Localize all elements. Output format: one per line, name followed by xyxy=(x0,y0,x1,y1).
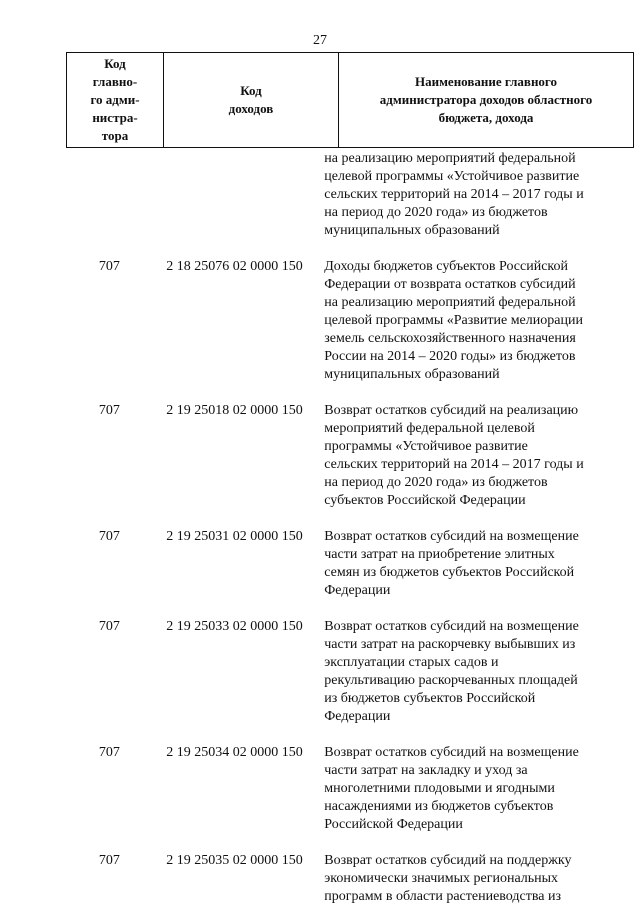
name-line: программы «Устойчивое развитие xyxy=(324,439,528,454)
row-gap xyxy=(66,240,606,258)
name-line: России на 2014 – 2020 годы» из бюджетов xyxy=(324,349,576,364)
income-code: 2 19 25018 02 0000 150 xyxy=(166,403,303,418)
table-header xyxy=(66,52,634,148)
name-line: Возврат остатков субсидий на поддержку xyxy=(324,853,572,868)
name-line: Возврат остатков субсидий на возмещение xyxy=(324,745,579,760)
header-line: Код xyxy=(240,83,262,98)
admin-code: 707 xyxy=(98,853,120,868)
admin-code: 707 xyxy=(98,529,120,544)
name-line: мероприятий федеральной целевой xyxy=(324,421,535,436)
name-line: муниципальных образований xyxy=(324,223,500,238)
header-line: главно- xyxy=(92,74,138,89)
row-gap xyxy=(66,726,606,744)
name-line: Возврат остатков субсидий на возмещение xyxy=(324,619,579,634)
admin-code: 707 xyxy=(98,403,120,418)
name-line: на период до 2020 года» из бюджетов xyxy=(324,475,548,490)
income-name xyxy=(316,852,606,906)
header-line: Код xyxy=(104,56,126,71)
table-body xyxy=(66,150,606,906)
name-line: субъектов Российской Федерации xyxy=(324,493,526,508)
admin-code: 707 xyxy=(98,259,120,274)
name-line: эксплуатации старых садов и xyxy=(324,655,499,670)
name-line: Доходы бюджетов субъектов Российской xyxy=(324,259,569,274)
name-line: насаждениями из бюджетов субъектов xyxy=(324,799,554,814)
name-line: программ в области растениеводства из xyxy=(324,889,562,904)
income-code: 2 19 25034 02 0000 150 xyxy=(166,745,303,760)
header-income-code xyxy=(164,53,339,148)
rows-container xyxy=(66,240,606,906)
admin-code: 707 xyxy=(98,745,120,760)
header-line: бюджета, дохода xyxy=(438,110,534,125)
header-line: тора xyxy=(101,128,129,143)
table-row xyxy=(66,744,606,834)
name-line: сельских территорий на 2014 – 2017 годы и xyxy=(324,457,584,472)
name-line: части затрат на закладку и уход за xyxy=(324,763,528,778)
name-line: многолетними плодовыми и ягодными xyxy=(324,781,555,796)
table-row xyxy=(66,402,606,510)
header-line: Наименование главного xyxy=(414,74,558,89)
continuation-name xyxy=(316,150,606,240)
name-line: из бюджетов субъектов Российской xyxy=(324,691,536,706)
income-code: 2 19 25033 02 0000 150 xyxy=(166,619,303,634)
name-line: Возврат остатков субсидий на реализацию xyxy=(324,403,579,418)
table-row xyxy=(66,528,606,600)
table-row xyxy=(66,618,606,726)
admin-code: 707 xyxy=(98,619,120,634)
table-row xyxy=(66,258,606,384)
name-line: целевой программы «Устойчивое развитие xyxy=(324,169,580,184)
income-code: 2 19 25035 02 0000 150 xyxy=(166,853,303,868)
income-name xyxy=(316,744,606,834)
name-line: части затрат на раскорчевку выбывших из xyxy=(324,637,576,652)
name-line: на реализацию мероприятий федеральной xyxy=(324,151,576,166)
header-line: нистра- xyxy=(92,110,138,125)
name-line: Федерации от возврата остатков субсидий xyxy=(324,277,576,292)
name-line: семян из бюджетов субъектов Российской xyxy=(324,565,575,580)
header-line: доходов xyxy=(228,101,274,116)
income-code: 2 18 25076 02 0000 150 xyxy=(166,259,303,274)
row-gap xyxy=(66,834,606,852)
income-name xyxy=(316,618,606,726)
name-line: экономически значимых региональных xyxy=(324,871,559,886)
name-line: на реализацию мероприятий федеральной xyxy=(324,295,576,310)
table-row xyxy=(66,852,606,906)
income-name xyxy=(316,528,606,600)
name-line: Федерации xyxy=(324,709,391,724)
row-gap xyxy=(66,600,606,618)
name-line: муниципальных образований xyxy=(324,367,500,382)
income-name xyxy=(316,258,606,384)
row-gap xyxy=(66,510,606,528)
name-line: земель сельскохозяйственного назначения xyxy=(324,331,576,346)
name-line: Федерации xyxy=(324,583,391,598)
name-line: Российской Федерации xyxy=(324,817,463,832)
name-line: части затрат на приобретение элитных xyxy=(324,547,555,562)
row-gap xyxy=(66,384,606,402)
header-admin-code xyxy=(67,53,164,148)
name-line: Возврат остатков субсидий на возмещение xyxy=(324,529,579,544)
header-name xyxy=(339,53,634,148)
name-line: сельских территорий на 2014 – 2017 годы и xyxy=(324,187,584,202)
continuation-row xyxy=(66,150,606,240)
name-line: на период до 2020 года» из бюджетов xyxy=(324,205,548,220)
header-line: го адми- xyxy=(90,92,140,107)
page-number: 27 xyxy=(313,33,327,48)
name-line: целевой программы «Развитие мелиорации xyxy=(324,313,583,328)
name-line: рекультивацию раскорчеванных площадей xyxy=(324,673,578,688)
income-code: 2 19 25031 02 0000 150 xyxy=(166,529,303,544)
income-name xyxy=(316,402,606,510)
header-line: администратора доходов областного xyxy=(379,92,593,107)
